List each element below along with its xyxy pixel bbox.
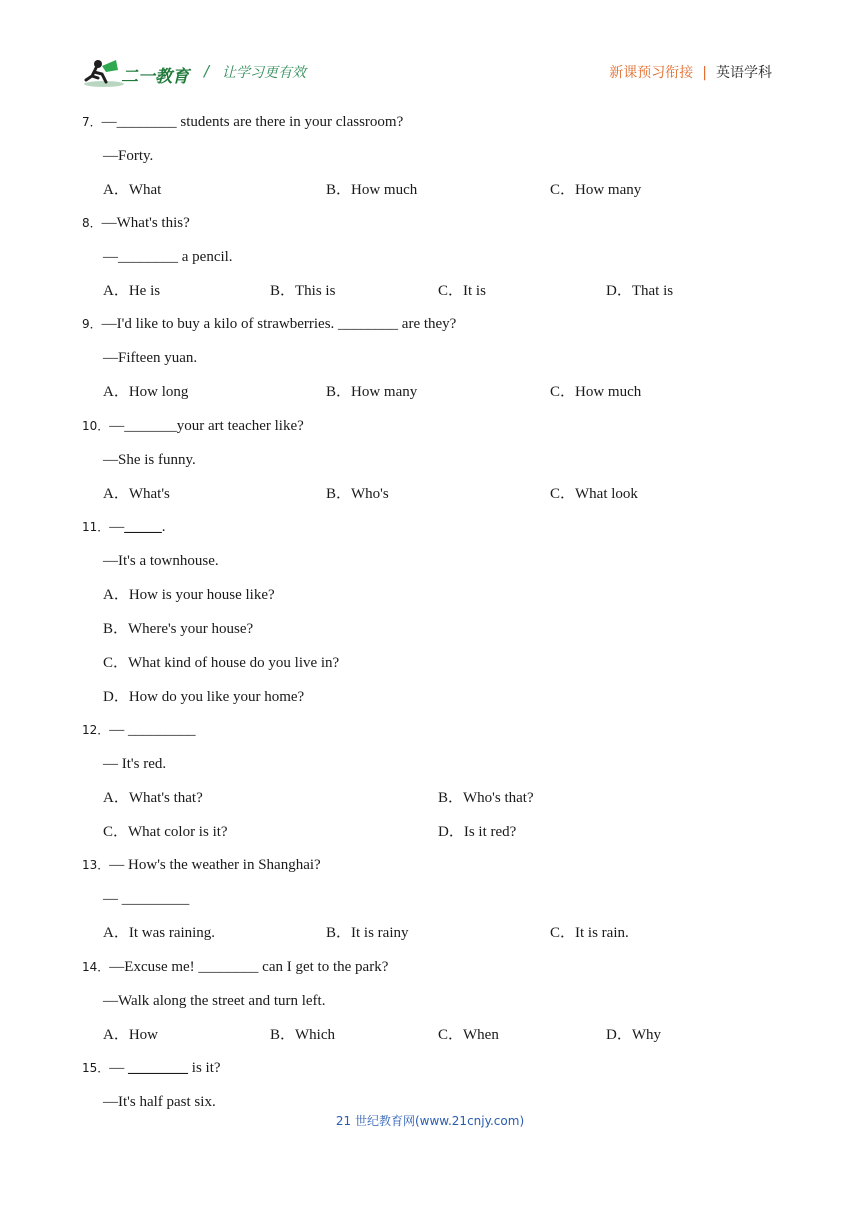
question-12-reply: — It's red. [103, 756, 167, 772]
option-d[interactable]: D．Is it red? [438, 824, 517, 840]
question-8 [82, 213, 190, 233]
option-c[interactable]: C．How many [550, 182, 642, 198]
question-10 [82, 416, 304, 436]
option-d[interactable]: D．Why [606, 1027, 661, 1043]
question-number: 12． [82, 723, 110, 737]
option-b[interactable]: B．It is rainy [326, 925, 409, 941]
slogan-separator: / [204, 62, 210, 80]
header-course-info [609, 62, 772, 82]
option-b[interactable]: B．This is [270, 283, 336, 299]
question-stem: —I'd like to buy a kilo of strawberries. ________ are they? [101, 316, 457, 332]
option-c[interactable]: C．What color is it? [103, 824, 228, 840]
question-8-reply: —________ a pencil. [103, 249, 233, 265]
question-stem-end: is it? [188, 1060, 221, 1076]
option-b[interactable]: B．How much [326, 182, 418, 198]
question-number: 8． [82, 216, 102, 230]
slogan: 让学习更有效 [222, 65, 306, 81]
option-b[interactable]: B．Where's your house? [103, 621, 254, 637]
question-number: 11． [82, 520, 110, 534]
logo-text: 二一教育 [121, 67, 189, 87]
question-stem-end: . [161, 519, 166, 535]
option-a[interactable]: A．He is [103, 283, 161, 299]
question-stem: —What's this? [101, 215, 190, 231]
option-d[interactable]: D．How do you like your home? [103, 689, 305, 705]
question-11-reply: —It's a townhouse. [103, 553, 219, 569]
option-b[interactable]: B．Who's [326, 486, 389, 502]
question-number: 9． [82, 317, 102, 331]
option-a[interactable]: A．How long [103, 384, 189, 400]
question-14-reply: —Walk along the street and turn left. [103, 993, 326, 1009]
option-a[interactable]: A．What's [103, 486, 170, 502]
answer-blank: _____ [124, 519, 162, 535]
answer-blank: ________ [128, 1060, 189, 1076]
question-stem: —Excuse me! ________ can I get to the park? [109, 959, 389, 975]
question-15 [82, 1058, 221, 1078]
question-13 [82, 855, 321, 875]
question-number: 15． [82, 1061, 110, 1075]
question-number: 14． [82, 960, 110, 974]
course-label: 新课预习衔接 [609, 65, 694, 81]
question-stem: —________ students are there in your classroom? [101, 114, 404, 130]
option-c[interactable]: C．How much [550, 384, 642, 400]
question-stem: — [109, 519, 125, 535]
question-stem: — _________ [109, 722, 196, 738]
option-b[interactable]: B．How many [326, 384, 418, 400]
option-c[interactable]: C．What kind of house do you live in? [103, 655, 340, 671]
question-11 [82, 517, 166, 537]
option-c[interactable]: C．What look [550, 486, 638, 502]
question-number: 13． [82, 858, 110, 872]
option-c[interactable]: C．When [438, 1027, 499, 1043]
option-c[interactable]: C．It is [438, 283, 486, 299]
question-7-reply: —Forty. [103, 148, 154, 164]
page-footer[interactable]: 21 世纪教育网(www.21cnjy.com) [335, 1114, 525, 1128]
question-stem: — [109, 1060, 129, 1076]
question-number: 10． [82, 419, 110, 433]
question-12 [82, 720, 196, 740]
question-stem: — How's the weather in Shanghai? [109, 857, 321, 873]
question-13-reply: — _________ [103, 891, 190, 907]
option-a[interactable]: A．It was raining. [103, 925, 216, 941]
subject-label: 英语学科 [716, 65, 772, 81]
option-d[interactable]: D．That is [606, 283, 674, 299]
option-b[interactable]: B．Who's that? [438, 790, 534, 806]
option-a[interactable]: A．What's that? [103, 790, 203, 806]
page-header [0, 0, 860, 100]
header-divider: | [702, 65, 707, 81]
question-15-reply: —It's half past six. [103, 1094, 216, 1110]
question-10-reply: —She is funny. [103, 452, 196, 468]
question-stem: —_______your art teacher like? [109, 418, 304, 434]
option-c[interactable]: C．It is rain. [550, 925, 629, 941]
question-number: 7． [82, 115, 102, 129]
question-9 [82, 314, 456, 334]
question-9-reply: —Fifteen yuan. [103, 350, 198, 366]
question-14 [82, 957, 388, 977]
option-a[interactable]: A．How is your house like? [103, 587, 275, 603]
question-7 [82, 112, 403, 132]
option-b[interactable]: B．Which [270, 1027, 335, 1043]
option-a[interactable]: A．How [103, 1027, 158, 1043]
option-a[interactable]: A．What [103, 182, 162, 198]
